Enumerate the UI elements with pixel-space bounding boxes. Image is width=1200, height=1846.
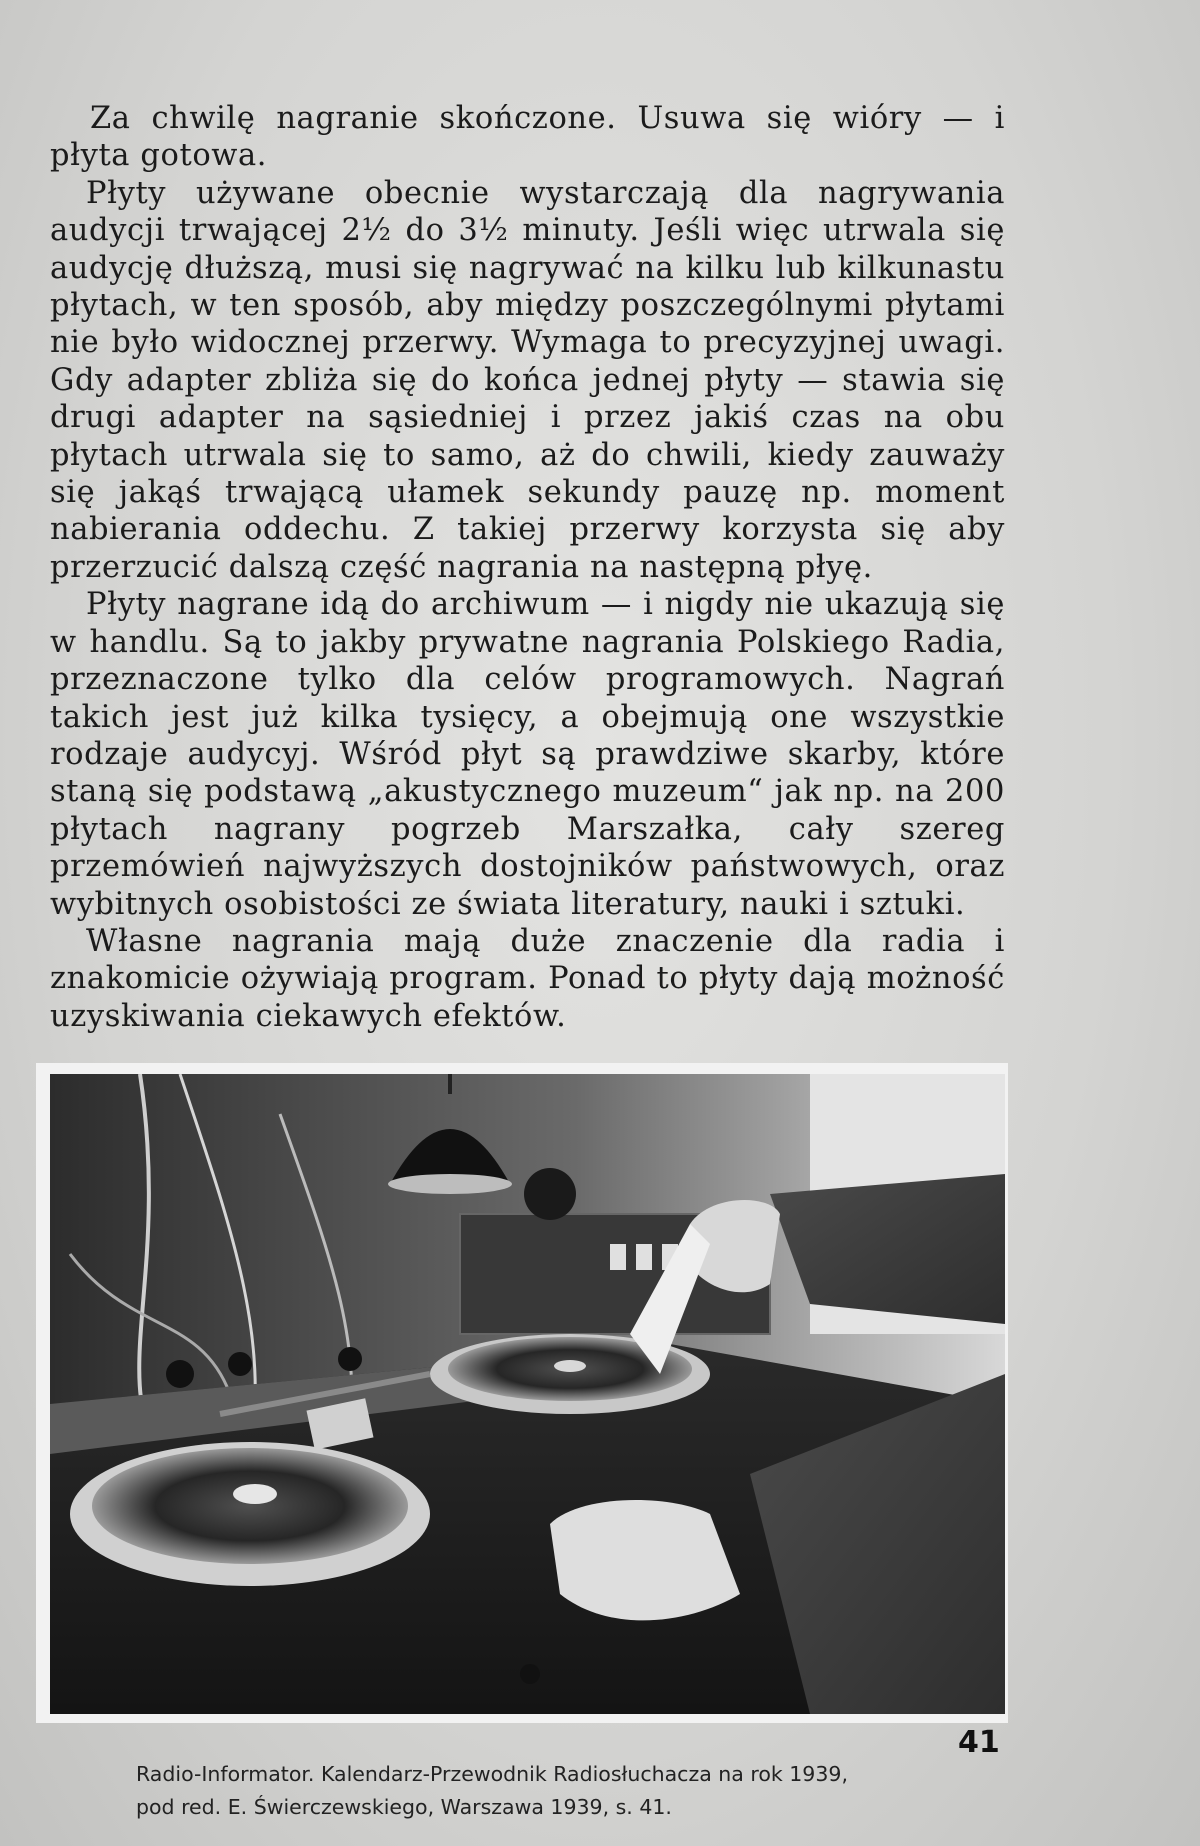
caption-line-1: Radio-Informator. Kalendarz-Przewodnik Radiosłuchacza na rok 1939, xyxy=(136,1762,848,1786)
paragraph-1: Za chwilę nagranie skończone. Usuwa się wióry — i płyta gotowa. xyxy=(50,101,1005,174)
paragraph-2: Płyty używane obecnie wystarczają dla nagrywania audycji trwającej 2½ do 3½ minuty. Jeśli więc utrwala się audycję dłuższą, musi się nagrywać na kilku lub kilkunastu płytach, w ten sposób, aby między poszczególnymi płytami nie było widocznej przerwy. Wymaga to precyzyjnej uwagi. Gdy adapter zbliża się do końca jednej płyty — stawia się drugi adapter na sąsiedniej i przez jakiś czas na obu płytach utrwala się to samo, aż do chwili, kiedy zauważy się jakąś trwającą ułamek sekundy pauzę np. moment nabierania oddechu. Z takiej przerwy korzysta się aby przerzucić dalszą część nagrania na następną płyę. xyxy=(50,175,1005,585)
paragraph-4: Własne nagrania mają duże znaczenie dla radia i znakomicie ożywiają program. Ponad to płyty dają możność uzyskiwania ciekawych efektów. xyxy=(50,923,1005,1034)
photo-illustration xyxy=(50,1074,1005,1714)
recording-studio-photo xyxy=(50,1074,1005,1714)
page-number: 41 xyxy=(958,1725,1000,1760)
article-text xyxy=(50,100,1005,1035)
paragraph-3: Płyty nagrane idą do archiwum — i nigdy nie ukazują się w handlu. Są to jakby prywatne nagrania Polskiego Radia, przeznaczone tylko dla celów programowych. Nagrań takich jest już kilka tysięcy, a obejmują one wszystkie rodzaje audycyj. Wśród płyt są prawdziwe skarby, które staną się podstawą „akustycznego muzeum“ jak np. na 200 płytach nagrany pogrzeb Marszałka, cały szereg przemówień najwyższych dostojników państwowych, oraz wybitnych osobistości ze świata literatury, nauki i sztuki. xyxy=(50,587,1005,922)
source-caption xyxy=(136,1758,1036,1824)
caption-line-2: pod red. E. Świerczewskiego, Warszawa 1939, s. 41. xyxy=(136,1795,672,1819)
